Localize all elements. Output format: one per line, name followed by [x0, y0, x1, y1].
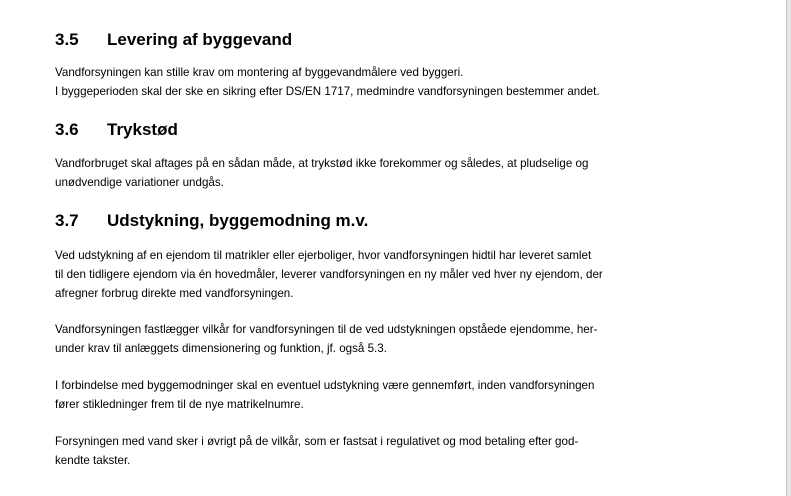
section-title: Levering af byggevand	[107, 30, 293, 49]
section-number: 3.7	[55, 211, 79, 230]
paragraph-line: Vandforsyningen kan stille krav om montering af byggevandmålere ved byggeri.	[55, 66, 464, 79]
paragraph-line: fører stikledninger frem til de nye matrikelnumre.	[55, 398, 304, 411]
section-heading-3-7	[55, 210, 368, 232]
section-number: 3.5	[55, 30, 79, 49]
paragraph-line: kendte takster.	[55, 454, 131, 467]
section-number: 3.6	[55, 120, 79, 139]
paragraph	[55, 376, 594, 414]
section-title: Trykstød	[107, 120, 178, 139]
paragraph-line: afregner forbrug direkte med vandforsyningen.	[55, 287, 294, 300]
paragraph	[55, 246, 603, 303]
paragraph-line: Vandforbruget skal aftages på en sådan måde, at trykstød ikke forekommer og således, at pludselige og	[55, 157, 589, 170]
paragraph	[55, 154, 588, 192]
paragraph-line: Ved udstykning af en ejendom til matrikler eller ejerboliger, hvor vandforsyningen hidtil har leveret samlet	[55, 249, 592, 262]
section-heading-3-5	[55, 29, 292, 51]
paragraph-line: I forbindelse med byggemodninger skal en eventuel udstykning være gennemført, inden vandforsyningen	[55, 379, 595, 392]
paragraph-line: til den tidligere ejendom via én hovedmåler, leverer vandforsyningen en ny måler ved hver ny ejendom, der	[55, 268, 603, 281]
page-edge-border	[786, 0, 791, 496]
paragraph	[55, 63, 600, 101]
paragraph-line: I byggeperioden skal der ske en sikring efter DS/EN 1717, medmindre vandforsyningen bestemmer andet.	[55, 85, 600, 98]
section-heading-3-6	[55, 119, 178, 141]
section-title: Udstykning, byggemodning m.v.	[107, 211, 369, 230]
paragraph-line: Forsyningen med vand sker i øvrigt på de vilkår, som er fastsat i regulativet og mod betaling efter god-	[55, 435, 579, 448]
paragraph	[55, 320, 597, 358]
paragraph-line: under krav til anlæggets dimensionering og funktion, jf. også 5.3.	[55, 342, 387, 355]
paragraph	[55, 432, 578, 470]
paragraph-line: unødvendige variationer undgås.	[55, 176, 224, 189]
paragraph-line: Vandforsyningen fastlægger vilkår for vandforsyningen til de ved udstykningen opståede ejendomme, her-	[55, 323, 598, 336]
